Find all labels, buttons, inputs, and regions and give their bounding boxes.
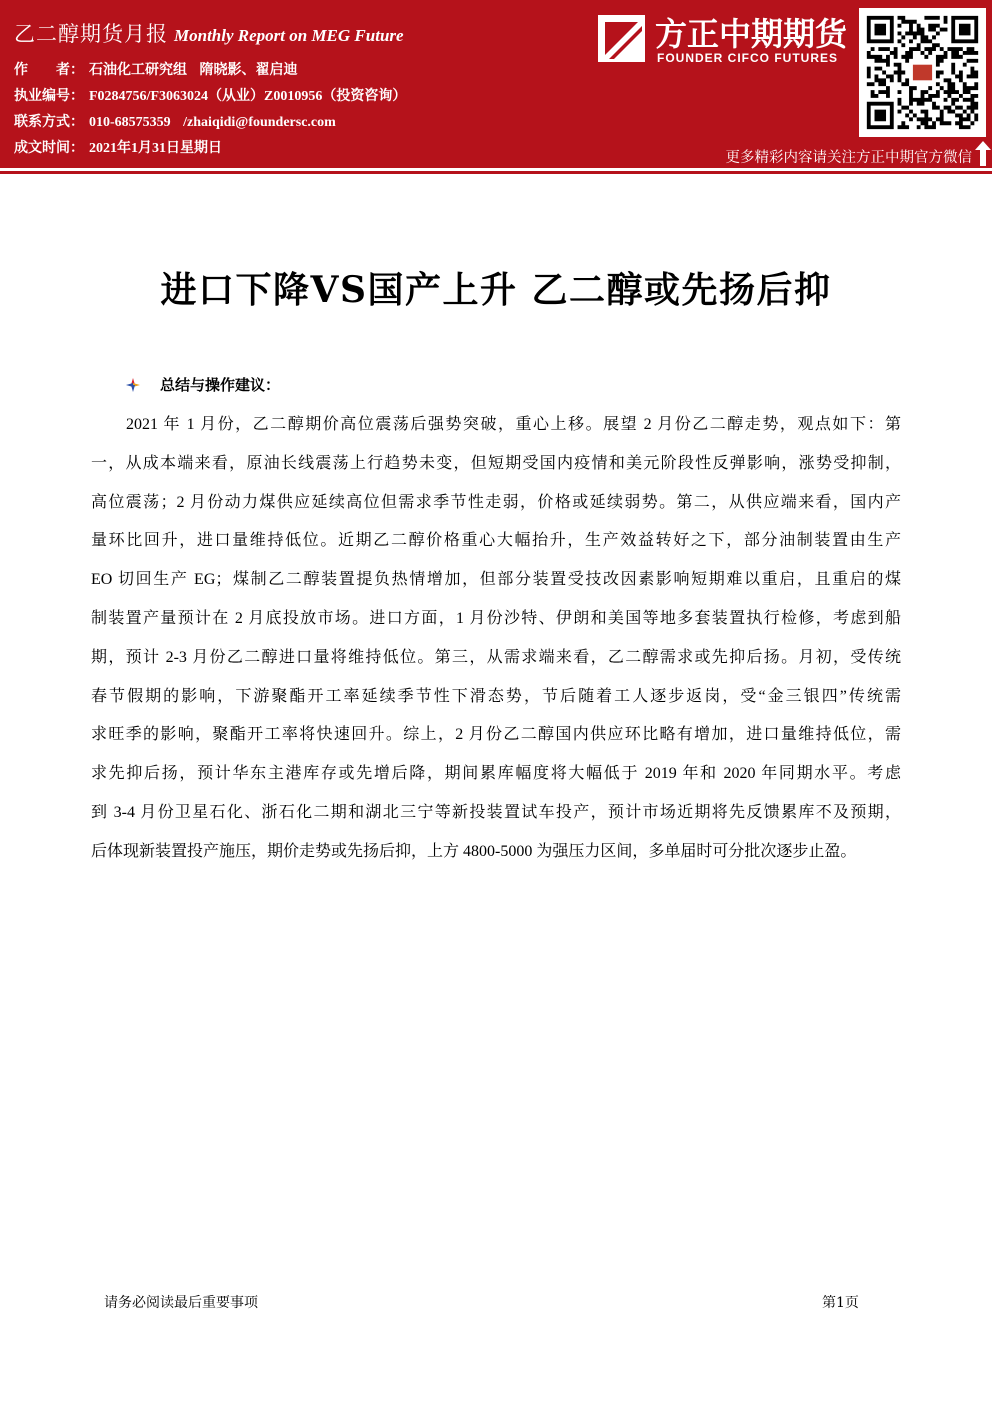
summary-paragraph: [91, 406, 901, 872]
header-divider: [0, 171, 992, 174]
paragraph-line: 2021 年 1 月份，乙二醇期价高位震荡后强势突破，重心上移。展望 2 月份乙二醇走势，观点如下：第: [126, 416, 901, 433]
paragraph-line: 期，预计 2-3 月份乙二醇进口量将维持低位。第三，从需求端来看，乙二醇需求或先抑后扬。月初，受传统: [91, 648, 901, 666]
meta-value: 2021年1月31日星期日: [89, 141, 222, 156]
meta-value: 010-68575359 /zhaiqidi@foundersc.com: [89, 115, 336, 130]
paragraph-line: 量环比回升，进口量维持低位。近期乙二醇价格重心大幅抬升，生产效益转好之下，部分油制装置由生产: [91, 532, 901, 550]
meta-value: F0284756/F3063024（从业）Z0010956（投资咨询）: [89, 89, 407, 104]
paragraph-line: 一，从成本端来看，原油长线震荡上行趋势未变，但短期受国内疫情和美元阶段性反弹影响，涨势受抑制，: [91, 454, 901, 472]
meta-date: [14, 136, 406, 162]
paragraph-line: 后体现新装置投产施压，期价走势或先扬后抑，上方 4800-5000 为强压力区间，多单届时可分批次逐步止盈。: [91, 842, 857, 860]
qr-center-logo: [913, 65, 932, 81]
report-title-cn: 乙二醇期货月报: [14, 22, 168, 46]
section-heading: 总结与操作建议：: [160, 376, 281, 394]
report-meta: [14, 58, 406, 162]
logo-name-cn: 方正中期期货: [655, 15, 848, 53]
paragraph-line: 制装置产量预计在 2 月底投放市场。进口方面，1 月份沙特、伊朗和美国等地多套装置执行检修，考虑到船: [91, 609, 901, 627]
paragraph-line: 高位震荡；2 月份动力煤供应延续高位但需求季节性走弱，价格或延续弱势。第二，从供应端来看，国内产: [91, 493, 901, 511]
meta-contact: [14, 110, 406, 136]
paragraph-line: EO 切回生产 EG；煤制乙二醇装置提负热情增加，但部分装置受技改因素影响短期难以重启，且重启的煤: [91, 571, 901, 589]
founder-logo-icon: [598, 15, 645, 62]
footer-notice: 请务必阅读最后重要事项: [104, 1295, 258, 1311]
paragraph-line: 春节假期的影响，下游聚酯开工率延续季节性下滑态势，节后随着工人逐步返岗，受“金三银四”传统需: [91, 687, 901, 705]
wechat-qr-code: [859, 8, 986, 137]
meta-label: 联系方式：: [14, 115, 84, 130]
report-title-en: Monthly Report on MEG Future: [174, 26, 404, 45]
page-number: 第1页: [822, 1295, 859, 1311]
meta-label: 作 者：: [14, 63, 84, 78]
meta-label: 成文时间：: [14, 141, 84, 156]
up-arrow-icon: [975, 141, 991, 166]
logo-name-en: FOUNDER CIFCO FUTURES: [657, 51, 838, 65]
paragraph-line: 到 3-4 月份卫星石化、浙石化二期和湖北三宁等新投装置试车投产，预计市场近期将先反馈累库不及预期，: [91, 803, 901, 821]
wechat-follow-note: 更多精彩内容请关注方正中期官方微信: [725, 150, 972, 166]
meta-label: 执业编号：: [14, 89, 84, 104]
qr-code-graphic: [863, 12, 982, 133]
document-title: 进口下降VS国产上升 乙二醇或先扬后抑: [160, 269, 832, 311]
meta-license: [14, 84, 406, 110]
report-series-title: [14, 20, 404, 48]
paragraph-line: 求先抑后扬，预计华东主港库存或先增后降，期间累库幅度将大幅低于 2019 年和 2020 年同期水平。考虑: [91, 765, 901, 783]
paragraph-line: 求旺季的影响，聚酯开工率将快速回升。综上，2 月份乙二醇国内供应环比略有增加，进口量维持低位，需: [91, 726, 901, 744]
meta-author: [14, 58, 406, 84]
diamond-bullet-icon: [126, 378, 140, 392]
meta-value: 石油化工研究组 隋晓影、翟启迪: [89, 63, 298, 78]
